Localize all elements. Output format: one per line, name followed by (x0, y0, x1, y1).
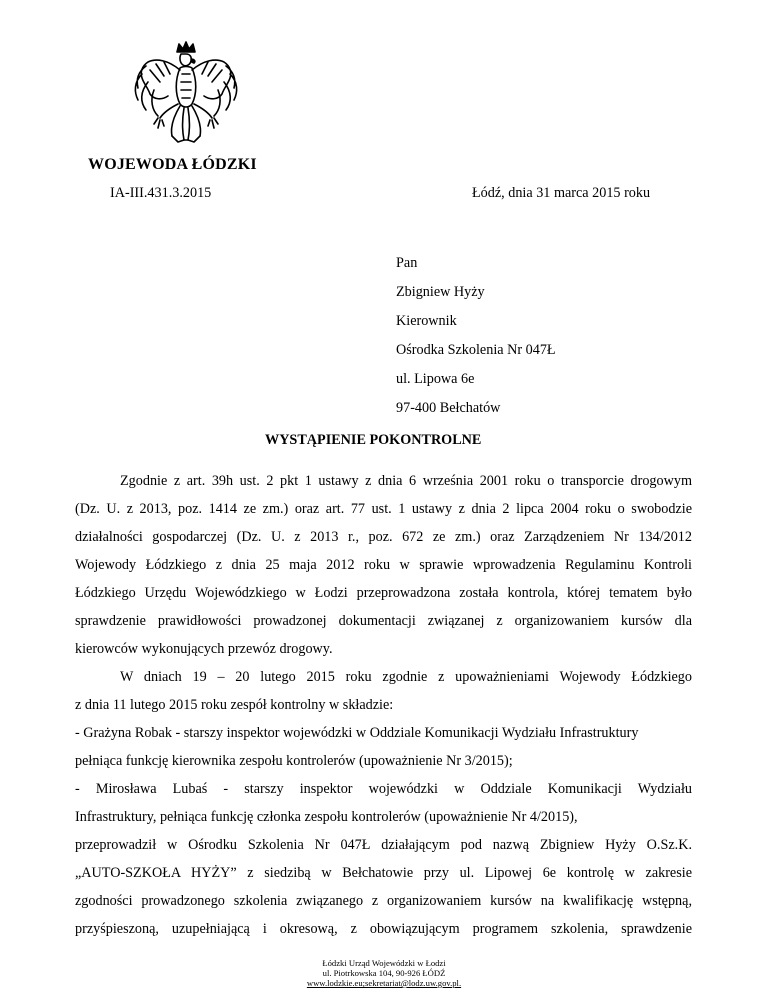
recipient-line: Kierownik (396, 313, 457, 329)
recipient-line: ul. Lipowa 6e (396, 371, 475, 387)
footer-address: ul. Piotrkowska 104, 90-926 ŁÓDŹ (322, 968, 446, 978)
body-line: zgodności prowadzonego szkolenia związanego z organizowaniem kursów na kwalifikację wstępną, (75, 893, 692, 909)
body-line: W dniach 19 – 20 lutego 2015 roku zgodnie z upoważnieniami Wojewody Łódzkiego (120, 669, 692, 685)
body-line: Infrastruktury, pełniąca funkcję członka zespołu kontrolerów (upoważnienie Nr 4/2015), (75, 809, 578, 825)
body-line: kierowców wykonujących przewóz drogowy. (75, 641, 333, 657)
recipient-line: Pan (396, 255, 418, 271)
recipient-line: 97-400 Bełchatów (396, 400, 501, 416)
authority-title: WOJEWODA ŁÓDZKI (88, 156, 257, 173)
footer-contact-link[interactable]: www.lodzkie.eu;sekretariat@lodz.uw.gov.pl. (306, 978, 462, 988)
body-line: przeprowadził w Ośrodku Szkolenia Nr 047Ł działającym pod nazwą Zbigniew Hyży O.Sz.K. (75, 837, 692, 853)
polish-eagle-emblem (128, 38, 244, 156)
body-line: sprawdzenie prawidłowości prowadzonej dokumentacji związanej z organizowaniem kursów dla (75, 613, 692, 629)
document-heading: WYSTĄPIENIE POKONTROLNE (265, 432, 482, 448)
body-line: Zgodnie z art. 39h ust. 2 pkt 1 ustawy z dnia 6 września 2001 roku o transporcie drogowym (120, 473, 692, 489)
footer-office: Łódzki Urząd Wojewódzki w Łodzi (322, 958, 446, 968)
body-line: Wojewody Łódzkiego z dnia 25 maja 2012 roku w sprawie wprowadzenia Regulaminu Kontroli (75, 557, 692, 573)
body-line: przyśpieszoną, uzupełniającą i okresową, z obowiązującym programem szkolenia, sprawdzenie (75, 921, 692, 937)
reference-number: IA-III.431.3.2015 (110, 185, 212, 201)
body-line: - Mirosława Lubaś - starszy inspektor wojewódzki w Oddziale Komunikacji Wydziału (75, 781, 692, 797)
body-line: działalności gospodarczej (Dz. U. z 2013 r., poz. 672 ze zm.) oraz Zarządzeniem Nr 134/2012 (75, 529, 692, 545)
recipient-line: Zbigniew Hyży (396, 284, 485, 300)
body-line: (Dz. U. z 2013, poz. 1414 ze zm.) oraz art. 77 ust. 1 ustawy z dnia 2 lipca 2004 roku o swobodzie (75, 501, 692, 517)
body-line: pełniąca funkcję kierownika zespołu kontrolerów (upoważnienie Nr 3/2015); (75, 753, 513, 769)
body-line: z dnia 11 lutego 2015 roku zespół kontrolny w składzie: (75, 697, 394, 713)
body-line: „AUTO-SZKOŁA HYŻY” z siedzibą w Bełchatowie przy ul. Lipowej 6e kontrolę w zakresie (75, 865, 692, 881)
footer-contact (0, 978, 768, 989)
body-line: Łódzkiego Urzędu Wojewódzkiego w Łodzi przeprowadzona została kontrola, której tematem było (75, 585, 692, 601)
document-date: Łódź, dnia 31 marca 2015 roku (472, 185, 651, 201)
recipient-line: Ośrodka Szkolenia Nr 047Ł (396, 342, 556, 358)
body-line: - Grażyna Robak - starszy inspektor wojewódzki w Oddziale Komunikacji Wydziału Infrastruktury (75, 725, 639, 741)
